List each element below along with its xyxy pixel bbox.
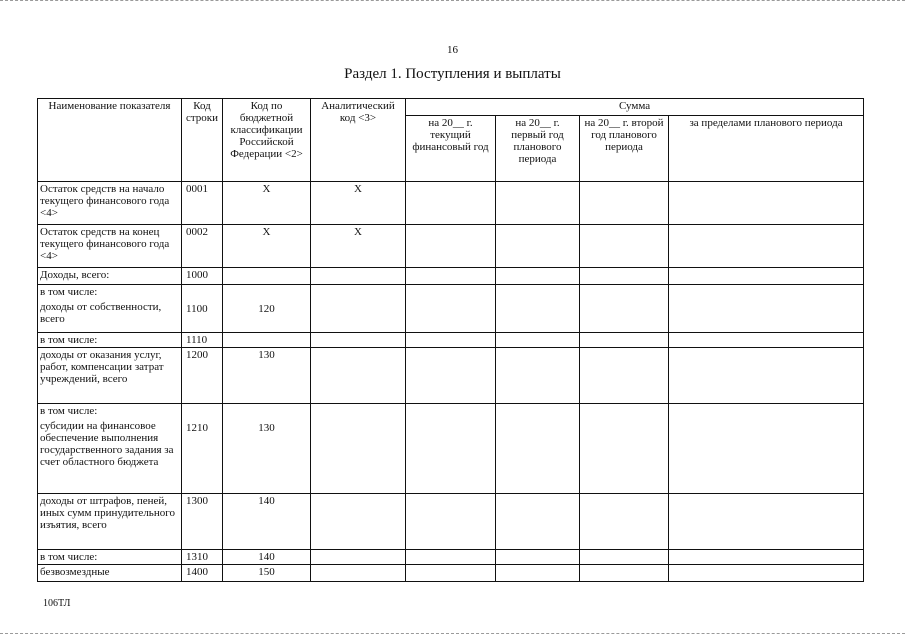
sum-cell: [406, 404, 496, 494]
header-analytic-code: Аналитический код <3>: [311, 99, 406, 182]
receipts-payments-table: [37, 98, 864, 582]
row-analytic-code: [311, 348, 406, 404]
row-code: 1400: [182, 565, 223, 582]
sum-cell: [406, 182, 496, 225]
row-code: 1300: [182, 494, 223, 550]
header-beyond-plan: за пределами планового периода: [669, 115, 864, 181]
row-name: доходы от собственности, всего: [40, 301, 162, 325]
row-code: 1310: [182, 550, 223, 565]
row-name: Остаток средств на конец текущего финансового года <4>: [38, 225, 182, 268]
header-name: Наименование показателя: [38, 99, 182, 182]
header-year-first-plan: на 20__ г. первый год планового периода: [496, 115, 580, 181]
sum-cell: [406, 550, 496, 565]
row-name: доходы от штрафов, пеней, иных сумм принудительного изъятия, всего: [38, 494, 182, 550]
row-analytic-code: X: [311, 182, 406, 225]
row-budget-code: 140: [223, 550, 311, 565]
sum-cell: [496, 565, 580, 582]
sum-cell: [406, 285, 496, 333]
sum-cell: [406, 333, 496, 348]
sum-cell: [669, 550, 864, 565]
page-number: 16: [447, 44, 458, 56]
row-name: доходы от оказания услуг, работ, компенсации затрат учреждений, всего: [38, 348, 182, 404]
sum-cell: [496, 550, 580, 565]
row-name-cell: [38, 404, 182, 494]
row-code: 1210: [182, 404, 223, 494]
sum-cell: [580, 182, 669, 225]
row-code: 0002: [182, 225, 223, 268]
sum-cell: [406, 225, 496, 268]
sum-cell: [580, 268, 669, 285]
row-budget-code: 140: [223, 494, 311, 550]
row-code: 1200: [182, 348, 223, 404]
row-budget-code: [223, 333, 311, 348]
row-name: Остаток средств на начало текущего финансового года <4>: [38, 182, 182, 225]
sum-cell: [406, 268, 496, 285]
row-code: 0001: [182, 182, 223, 225]
row-budget-code: 120: [223, 285, 311, 333]
sum-cell: [669, 565, 864, 582]
row-name: субсидии на финансовое обеспечение выполнения государственного задания за счет областного бюджета: [40, 420, 174, 468]
row-name: в том числе:: [38, 333, 182, 348]
sum-cell: [669, 348, 864, 404]
row-name: безвозмездные: [38, 565, 182, 582]
sum-cell: [580, 494, 669, 550]
sum-cell: [580, 565, 669, 582]
row-analytic-code: [311, 550, 406, 565]
sum-cell: [496, 333, 580, 348]
sum-cell: [496, 404, 580, 494]
row-prefix: в том числе:: [40, 405, 98, 417]
sum-cell: [406, 494, 496, 550]
row-code: 1000: [182, 268, 223, 285]
sum-cell: [669, 268, 864, 285]
sum-cell: [496, 348, 580, 404]
sum-cell: [669, 404, 864, 494]
header-budget-code: Код по бюджетной классификации Российской Федерации <2>: [223, 99, 311, 182]
row-analytic-code: [311, 268, 406, 285]
sum-cell: [669, 225, 864, 268]
sum-cell: [496, 285, 580, 333]
sum-cell: [580, 348, 669, 404]
sum-cell: [580, 225, 669, 268]
form-code: 106ТЛ: [43, 598, 71, 609]
sum-cell: [580, 550, 669, 565]
sum-cell: [580, 333, 669, 348]
header-sum: Сумма: [406, 99, 864, 116]
sum-cell: [669, 494, 864, 550]
row-budget-code: 130: [223, 348, 311, 404]
sum-cell: [496, 268, 580, 285]
row-budget-code: X: [223, 225, 311, 268]
section-title: Раздел 1. Поступления и выплаты: [344, 66, 561, 82]
row-name: Доходы, всего:: [38, 268, 182, 285]
row-analytic-code: [311, 285, 406, 333]
sum-cell: [406, 565, 496, 582]
sum-cell: [496, 225, 580, 268]
header-row-code: Код строки: [182, 99, 223, 182]
sum-cell: [669, 182, 864, 225]
sum-cell: [669, 333, 864, 348]
row-name: в том числе:: [38, 550, 182, 565]
row-code: 1100: [182, 285, 223, 333]
row-analytic-code: X: [311, 225, 406, 268]
row-analytic-code: [311, 565, 406, 582]
header-year-current: на 20__ г. текущий финансовый год: [406, 115, 496, 181]
sum-cell: [496, 494, 580, 550]
sum-cell: [580, 285, 669, 333]
sum-cell: [669, 285, 864, 333]
row-prefix: в том числе:: [40, 286, 98, 298]
row-analytic-code: [311, 333, 406, 348]
scan-edge-top: [0, 0, 905, 5]
row-code: 1110: [182, 333, 223, 348]
row-analytic-code: [311, 404, 406, 494]
row-budget-code: X: [223, 182, 311, 225]
row-name-cell: [38, 285, 182, 333]
sum-cell: [580, 404, 669, 494]
header-year-second-plan: на 20__ г. второй год планового периода: [580, 115, 669, 181]
row-budget-code: [223, 268, 311, 285]
row-analytic-code: [311, 494, 406, 550]
scan-edge-bottom: [0, 633, 905, 638]
sum-cell: [496, 182, 580, 225]
row-budget-code: 150: [223, 565, 311, 582]
row-budget-code: 130: [223, 404, 311, 494]
sum-cell: [406, 348, 496, 404]
